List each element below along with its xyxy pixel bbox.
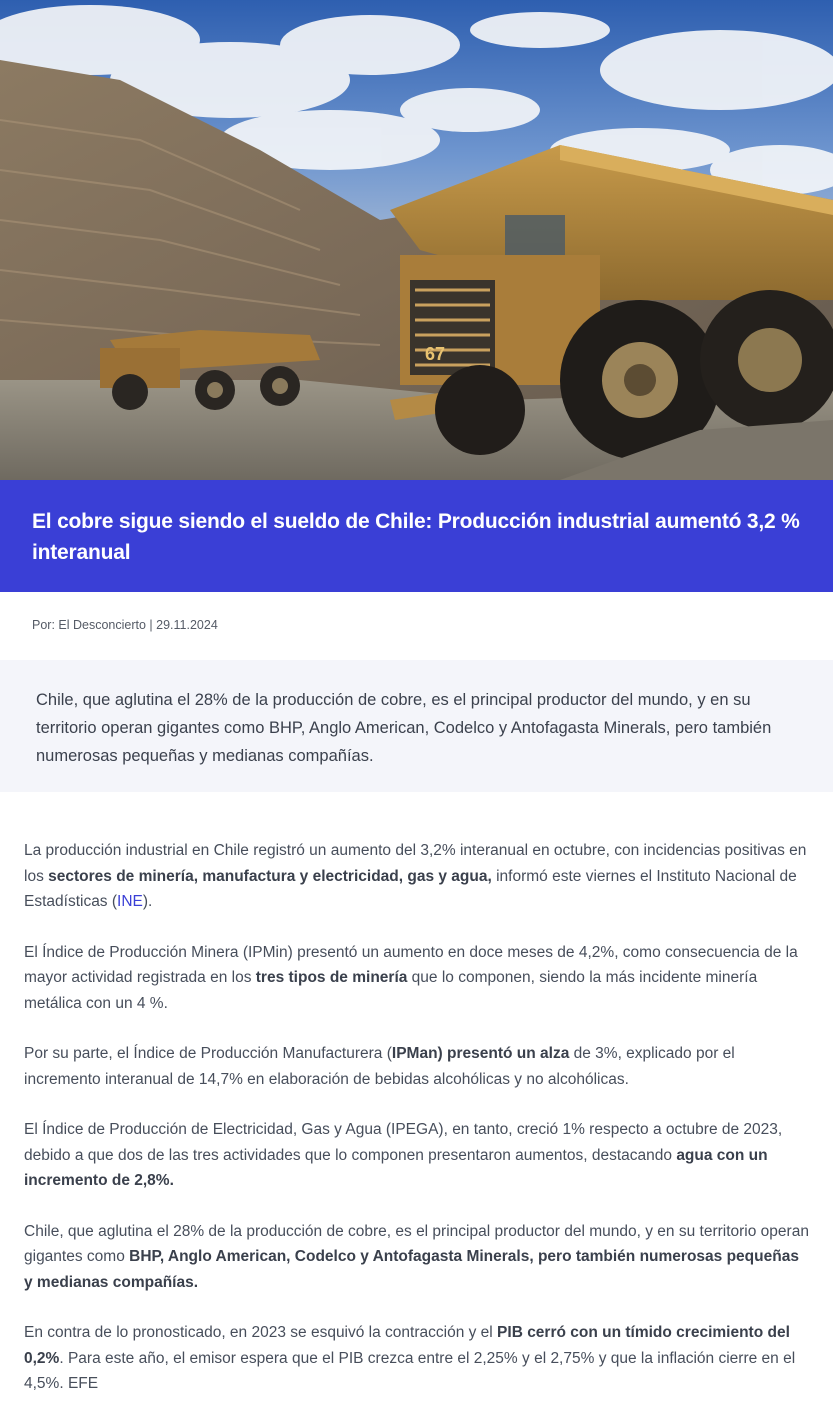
paragraph-6 xyxy=(24,1320,809,1397)
paragraph-text: de 3%, explicado por el incremento interanual de 14,7% en elaboración de bebidas alcohólicas y no alcohólicas. xyxy=(24,1045,735,1088)
lead-text: Chile, que aglutina el 28% de la producción de cobre, es el principal productor del mundo, y en su territorio operan gigantes como BHP, Anglo American, Codelco y Antofagasta Minerals, pero también numerosas pequeñas y medianas compañías. xyxy=(36,691,772,765)
byline-author[interactable]: El Desconcierto xyxy=(58,618,146,632)
paragraph-text: Por su parte, el Índice de Producción Manufacturera ( xyxy=(24,1045,392,1062)
ine-link[interactable]: INE xyxy=(117,893,143,910)
paragraph-bold: BHP, Anglo American, Codelco y Antofagasta Minerals, pero también numerosas pequeñas y medianas compañías. xyxy=(24,1248,799,1291)
paragraph-4 xyxy=(24,1117,809,1194)
paragraph-text: que lo componen, siendo la más incidente minería metálica con un 4 %. xyxy=(24,969,758,1012)
paragraph-3 xyxy=(24,1041,809,1092)
paragraph-1 xyxy=(24,838,809,915)
paragraph-text: ). xyxy=(142,893,153,910)
paragraph-5 xyxy=(24,1219,809,1296)
paragraph-bold: PIB cerró con un tímido crecimiento del 0,2% xyxy=(24,1324,790,1367)
byline-date: 29.11.2024 xyxy=(156,618,218,632)
byline-separator: | xyxy=(145,618,157,632)
article-title: El cobre sigue siendo el sueldo de Chile: Producción industrial aumentó 3,2 % interanual xyxy=(32,510,800,564)
byline xyxy=(0,592,833,660)
paragraph-text: El Índice de Producción de Electricidad, Gas y Agua (IPEGA), en tanto, creció 1% respecto a octubre de 2023, debido a que dos de las tres actividades que lo componen presentaron aumentos, destacando xyxy=(24,1121,783,1164)
article-lead xyxy=(0,660,833,792)
article-body xyxy=(0,792,833,1397)
paragraph-text: En contra de lo pronosticado, en 2023 se esquivó la contracción y el xyxy=(24,1324,498,1341)
hero-image xyxy=(0,0,833,480)
paragraph-bold: IPMan) presentó un alza xyxy=(391,1045,570,1062)
paragraph-bold: tres tipos de minería xyxy=(255,969,408,986)
paragraph-text: . Para este año, el emisor espera que el PIB crezca entre el 2,25% y el 2,75% y que la inflación cierre en el 4,5%. EFE xyxy=(24,1349,796,1392)
paragraph-text: El Índice de Producción Minera (IPMin) presentó un aumento en doce meses de 4,2%, como consecuencia de la mayor actividad registrada en los xyxy=(24,943,798,986)
paragraph-bold: agua con un incremento de 2,8%. xyxy=(24,1146,768,1189)
mining-trucks-photo xyxy=(0,0,833,480)
title-band xyxy=(0,480,833,592)
byline-prefix: Por: xyxy=(32,618,59,632)
paragraph-2 xyxy=(24,940,809,1017)
paragraph-text: La producción industrial en Chile registró un aumento del 3,2% interanual en octubre, con incidencias positivas en los xyxy=(24,842,807,885)
paragraph-bold: sectores de minería, manufactura y electricidad, gas y agua, xyxy=(48,867,492,885)
paragraph-text: informó este viernes el Instituto Nacional de Estadísticas ( xyxy=(24,867,797,910)
paragraph-text: Chile, que aglutina el 28% de la producción de cobre, es el principal productor del mundo, y en su territorio operan gigantes como xyxy=(24,1222,809,1265)
truck-number: 67 xyxy=(425,344,446,364)
